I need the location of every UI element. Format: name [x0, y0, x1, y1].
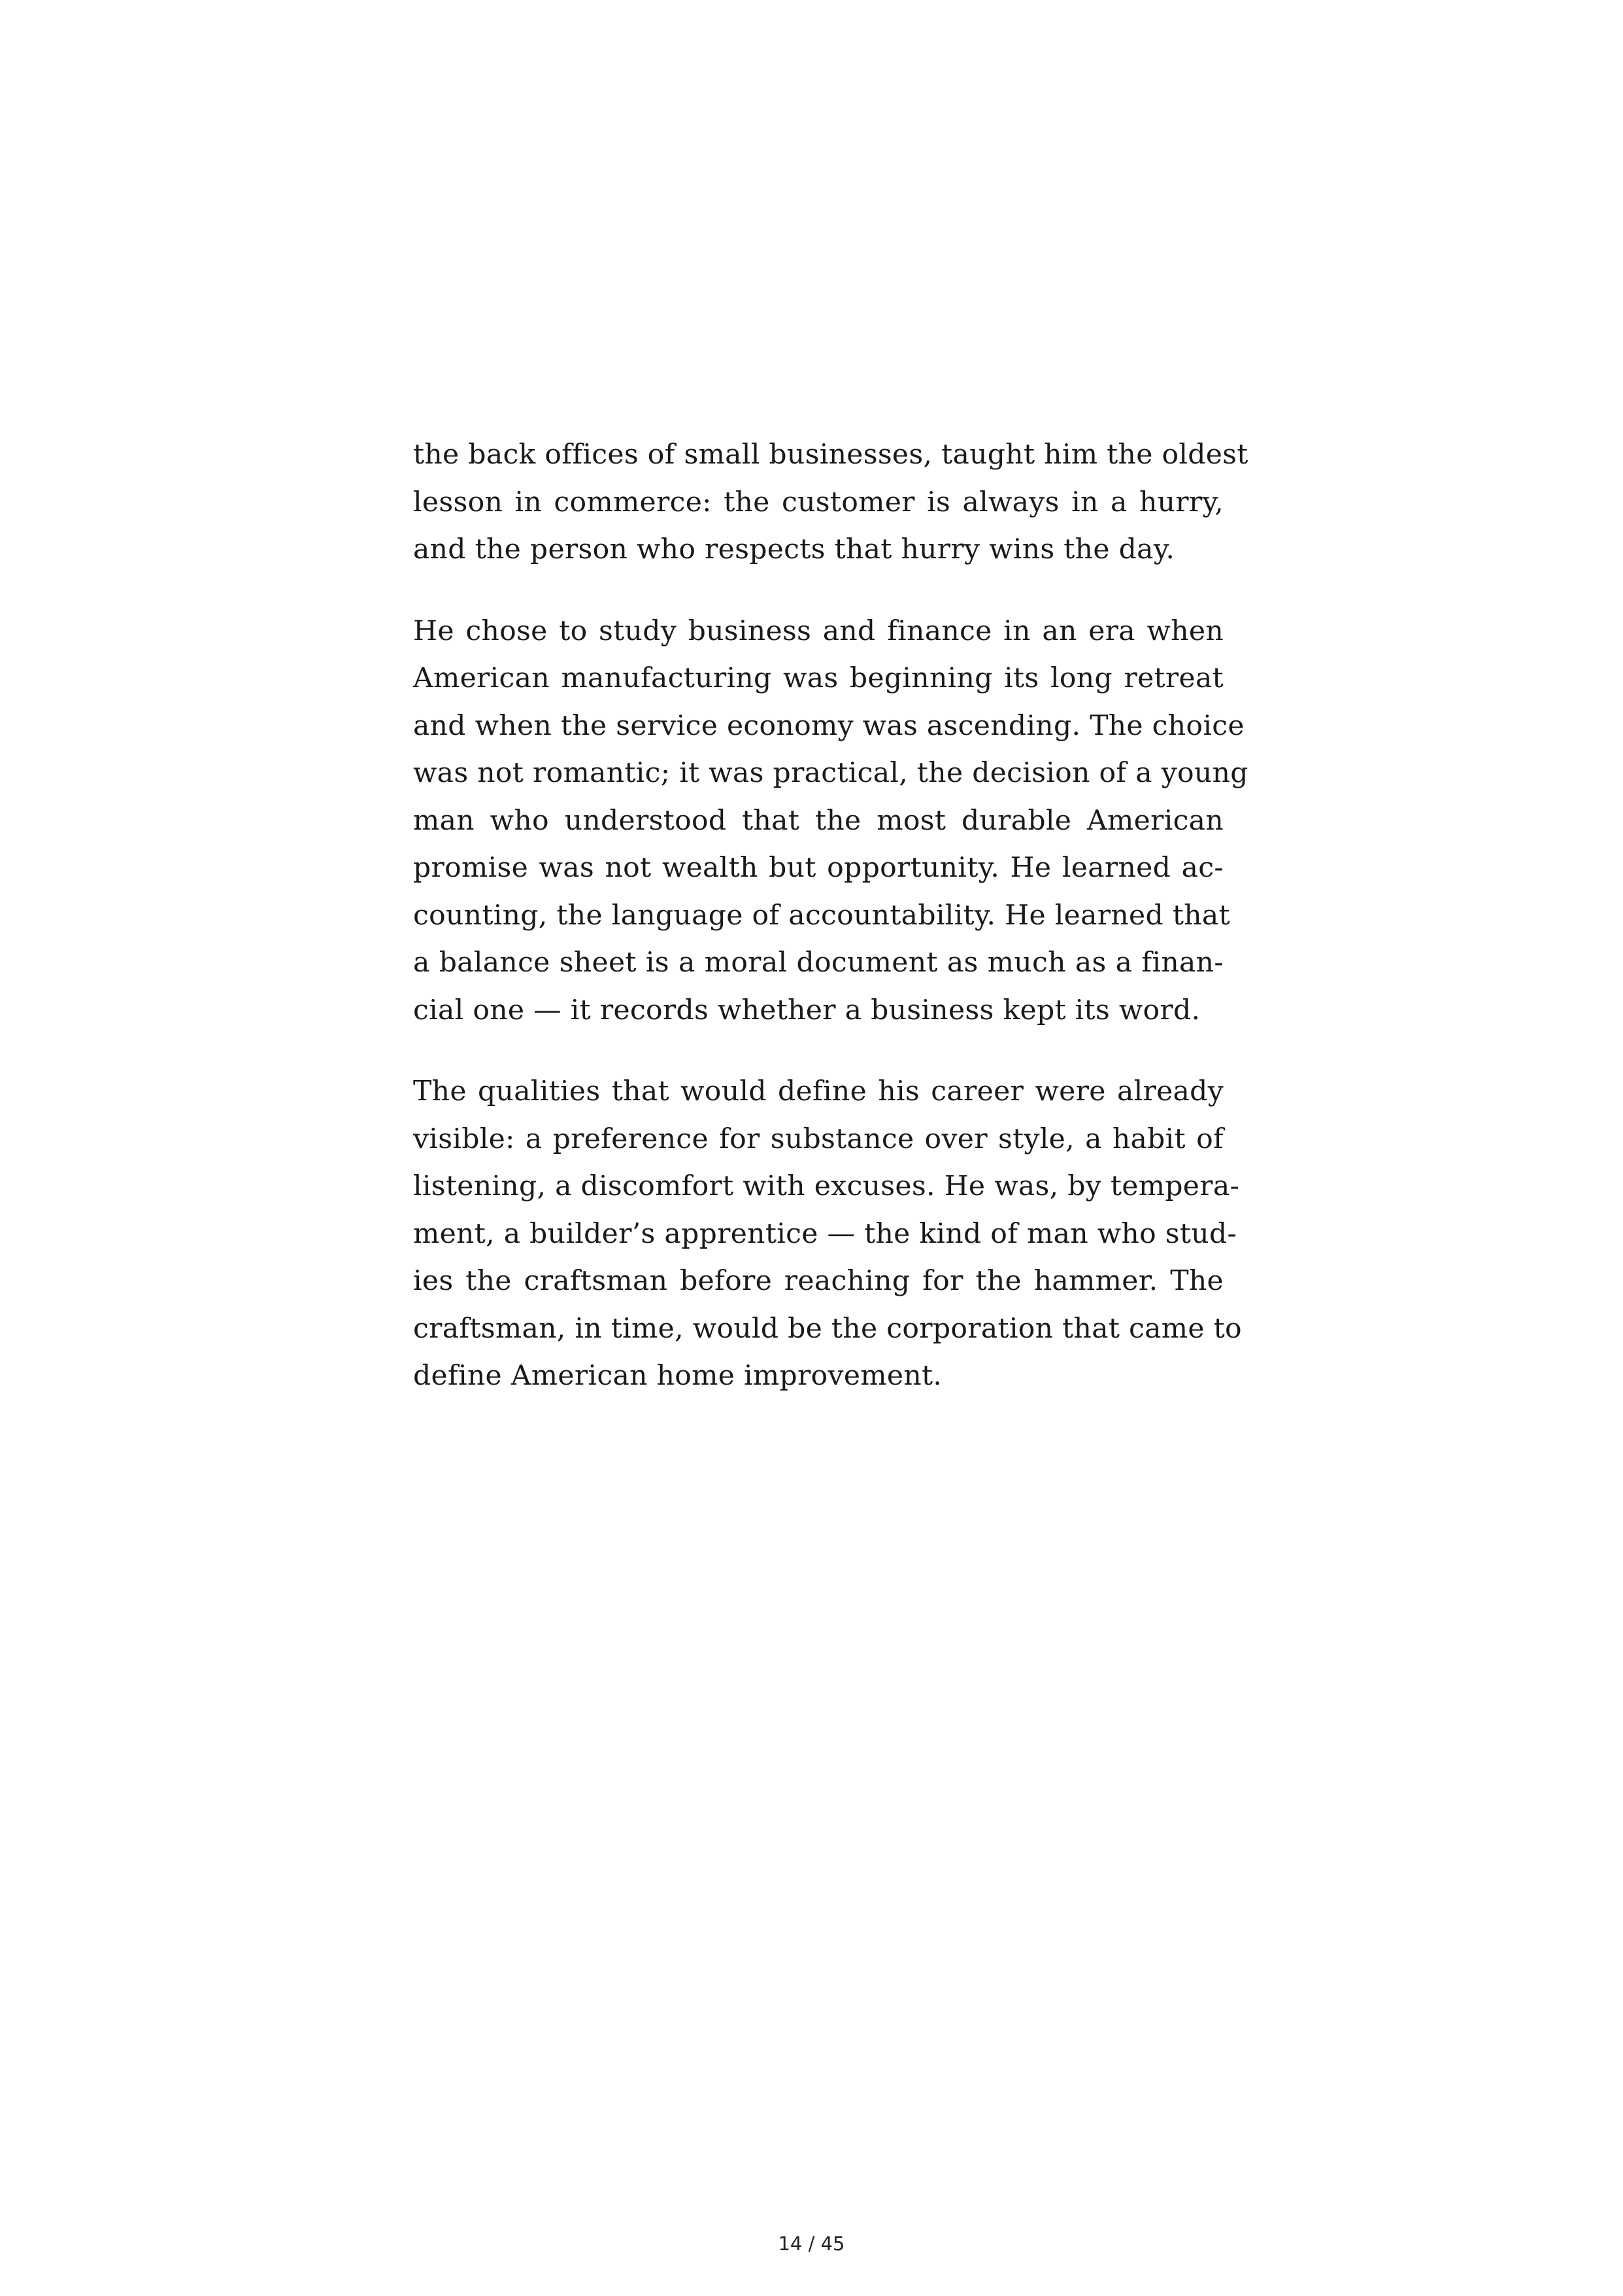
text-line: counting, the language of accountability. He learned that: [413, 899, 1230, 932]
text-line: and the person who respects that hurry wins the day.: [413, 533, 1175, 566]
text-line: a balance sheet is a moral document as much as a finan-: [413, 947, 1224, 979]
text-line: define American home improvement.: [413, 1360, 943, 1392]
body-text: [413, 431, 1248, 1434]
text-line: visible: a preference for substance over style, a habit of: [413, 1123, 1224, 1155]
text-line: listening, a discomfort with excuses. He was, by tempera-: [413, 1170, 1240, 1202]
paragraph-2: [413, 608, 1248, 1035]
text-line: ment, a builder’s apprentice — the kind of man who stud-: [413, 1217, 1237, 1250]
text-line: cial one — it records whether a business kept its word.: [413, 994, 1201, 1026]
text-line: He chose to study business and finance in an era when: [413, 615, 1224, 647]
text-line: and when the service economy was ascending. The choice: [413, 709, 1245, 742]
text-line: man who understood that the most durable American: [413, 804, 1224, 837]
page-number: 14 / 45: [778, 2233, 845, 2255]
text-line: lesson in commerce: the customer is always in a hurry,: [413, 486, 1224, 518]
text-line: was not romantic; it was practical, the decision of a young: [413, 757, 1248, 789]
text-line: American manufacturing was beginning its long retreat: [413, 662, 1224, 694]
paragraph-1: [413, 431, 1248, 574]
text-line: the back offices of small businesses, taught him the oldest: [413, 439, 1248, 471]
paragraph-3: [413, 1068, 1242, 1400]
text-line: ies the craftsman before reaching for the hammer. The: [413, 1265, 1224, 1297]
text-line: craftsman, in time, would be the corporation that came to: [413, 1312, 1242, 1345]
text-line: The qualities that would define his career were already: [413, 1075, 1224, 1107]
text-line: promise was not wealth but opportunity. He learned ac-: [413, 852, 1224, 884]
